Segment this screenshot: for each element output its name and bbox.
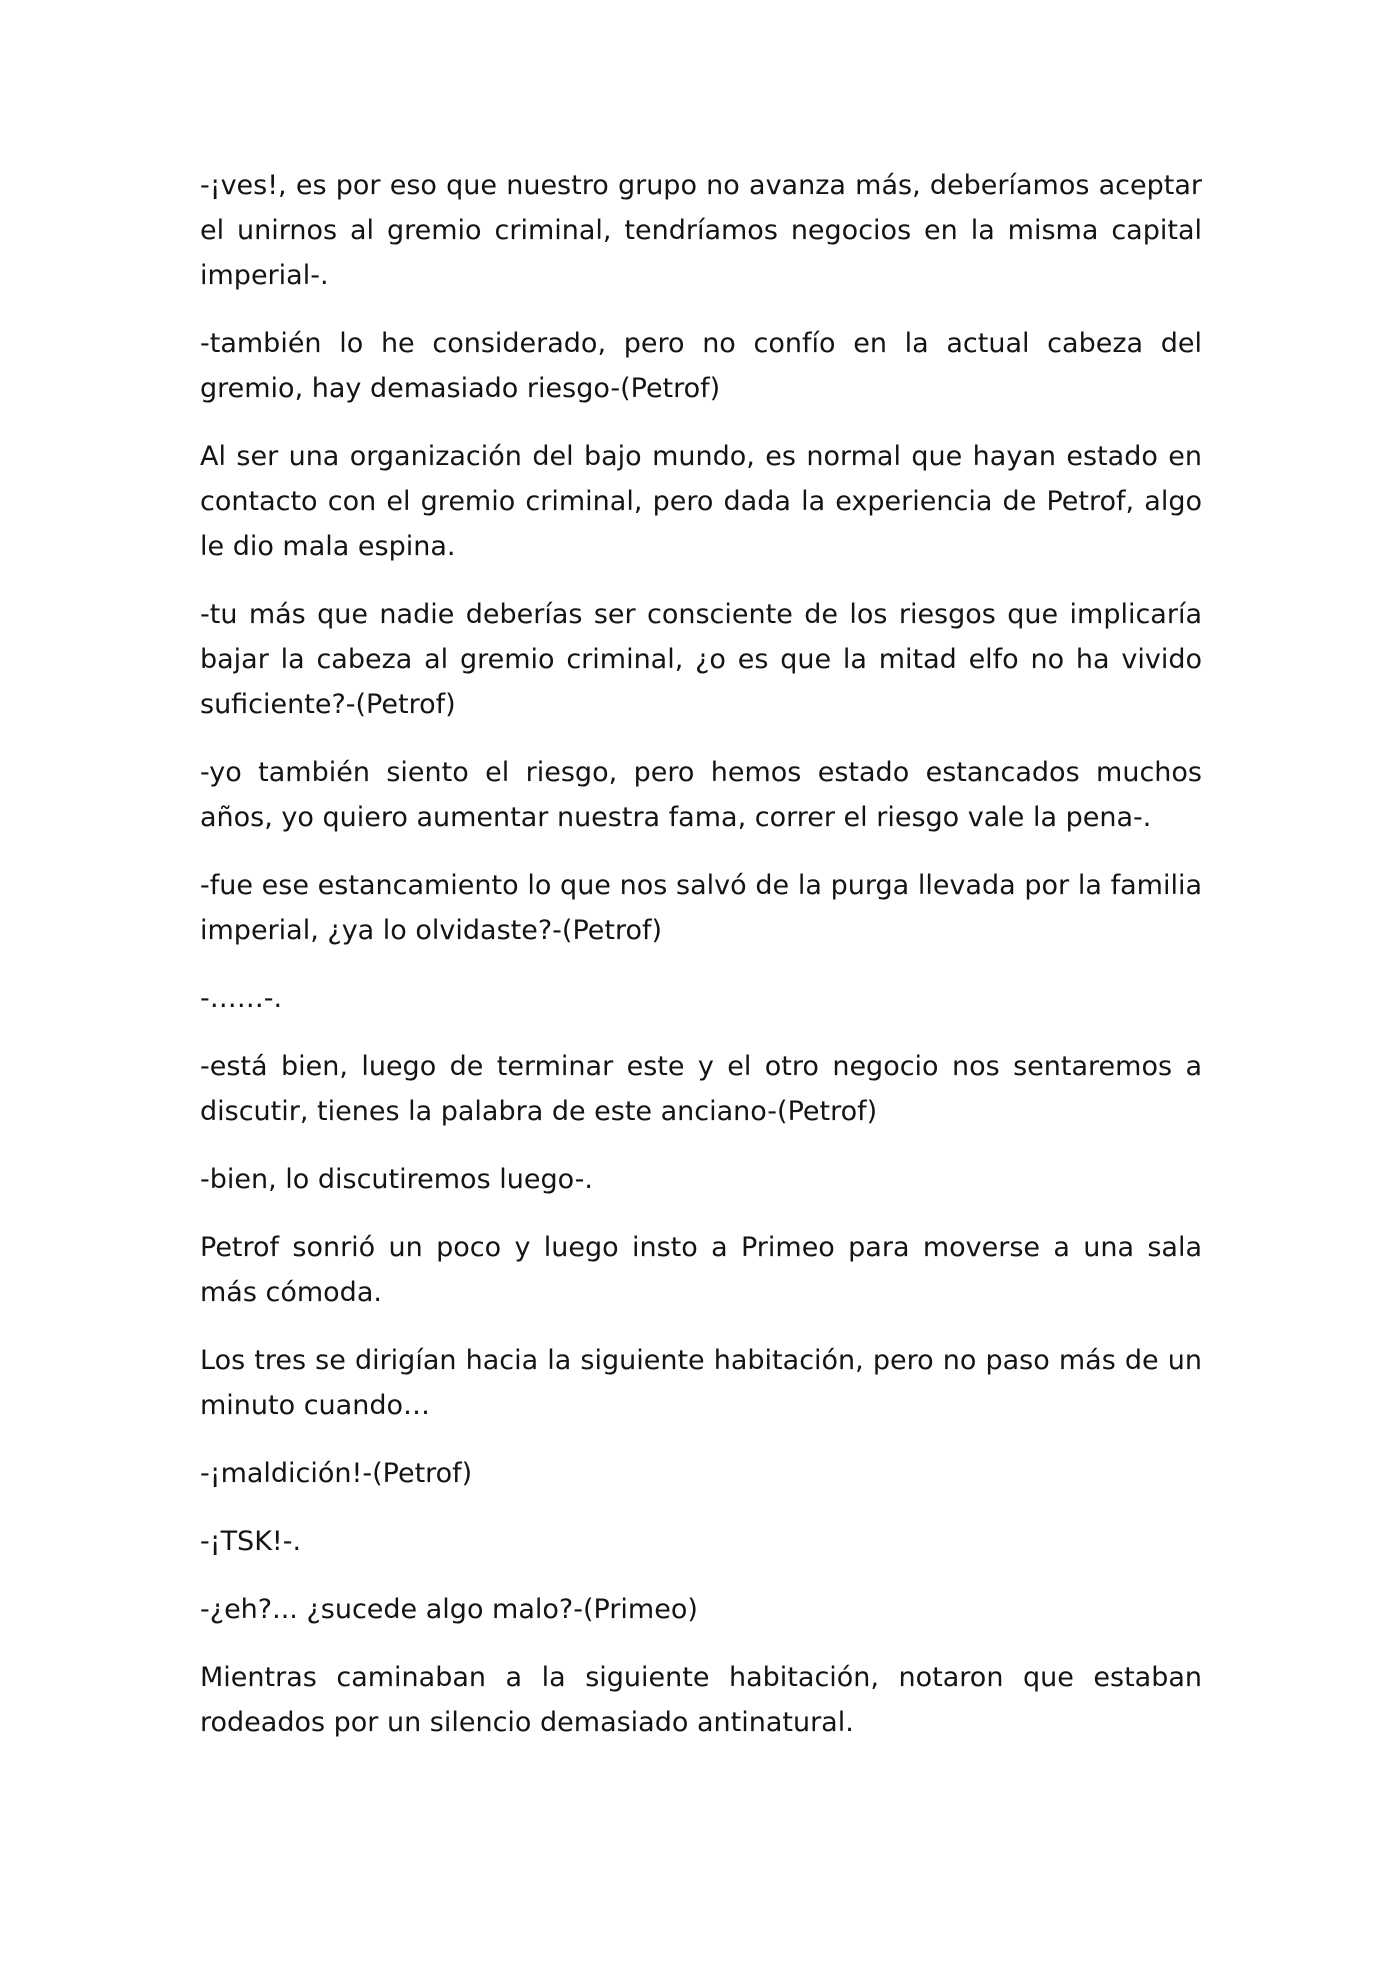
paragraph: -¡maldición!-(Petrof) [200,1458,473,1489]
paragraph: -……-. [200,983,283,1014]
document-body [200,163,1202,1768]
paragraph: -fue ese estancamiento lo que nos salvó de la purga llevada por la familia imperial, ¿ya lo olvidaste?-(Petrof) [200,870,1202,946]
paragraph: Los tres se dirigían hacia la siguiente habitación, pero no paso más de un minuto cuando… [200,1345,1202,1421]
paragraph: -también lo he considerado, pero no confío en la actual cabeza del gremio, hay demasiado riesgo-(Petrof) [200,328,1202,404]
paragraph: -bien, lo discutiremos luego-. [200,1164,593,1195]
paragraph: Mientras caminaban a la siguiente habitación, notaron que estaban rodeados por un silencio demasiado antinatural. [200,1662,1202,1738]
paragraph: -¡ves!, es por eso que nuestro grupo no avanza más, deberíamos aceptar el unirnos al gremio criminal, tendríamos negocios en la misma capital imperial-. [200,170,1202,291]
paragraph: -está bien, luego de terminar este y el otro negocio nos sentaremos a discutir, tienes la palabra de este anciano-(Petrof) [200,1051,1202,1127]
paragraph: Al ser una organización del bajo mundo, es normal que hayan estado en contacto con el gremio criminal, pero dada la experiencia de Petrof, algo le dio mala espina. [200,441,1202,562]
paragraph: -¡TSK!-. [200,1526,302,1557]
paragraph: -¿eh?... ¿sucede algo malo?-(Primeo) [200,1594,698,1625]
paragraph: Petrof sonrió un poco y luego insto a Primeo para moverse a una sala más cómoda. [200,1232,1202,1308]
paragraph: -yo también siento el riesgo, pero hemos estado estancados muchos años, yo quiero aumentar nuestra fama, correr el riesgo vale la pena-. [200,757,1202,833]
paragraph: -tu más que nadie deberías ser consciente de los riesgos que implicaría bajar la cabeza al gremio criminal, ¿o es que la mitad elfo no ha vivido suficiente?-(Petrof) [200,599,1202,720]
